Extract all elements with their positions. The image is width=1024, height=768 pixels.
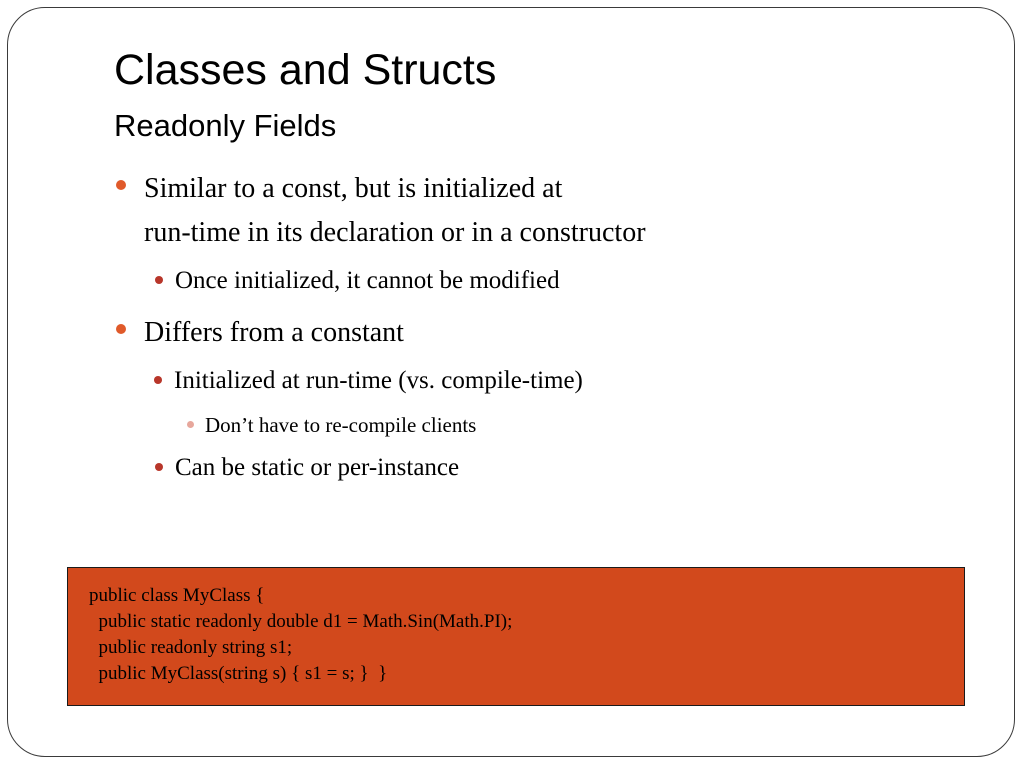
bullet-dot-icon — [155, 463, 163, 471]
sub-bullet-item — [175, 451, 459, 485]
sub-bullet-item — [174, 364, 583, 398]
sub-bullet-item — [175, 264, 560, 298]
code-line: public static readonly double d1 = Math.Sin(Math.PI); — [89, 611, 513, 632]
bullet-text: Similar to a const, but is initialized at — [144, 173, 563, 204]
bullet-dot-icon — [116, 180, 126, 190]
bullet-dot-icon — [154, 376, 162, 384]
bullet-item — [144, 167, 562, 211]
code-line: public MyClass(string s) { s1 = s; } } — [89, 663, 388, 684]
bullet-text: Initialized at run-time (vs. compile-time) — [174, 367, 583, 394]
bullet-text: Once initialized, it cannot be modified — [175, 267, 560, 294]
bullet-text: run-time in its declaration or in a constructor — [144, 217, 646, 248]
sub-sub-bullet-item — [205, 411, 476, 439]
bullet-text: Don’t have to re-compile clients — [205, 413, 477, 437]
bullet-dot-icon — [155, 276, 163, 284]
code-line: public class MyClass { — [89, 585, 265, 606]
bullet-dot-icon — [116, 324, 126, 334]
bullet-text: Differs from a constant — [144, 317, 404, 348]
bullet-item — [144, 311, 404, 355]
code-example-box — [67, 567, 965, 706]
bullet-continuation — [144, 211, 646, 255]
slide-subtitle: Readonly Fields — [114, 108, 337, 143]
bullet-dot-icon — [187, 421, 194, 428]
bullet-text: Can be static or per-instance — [175, 454, 460, 481]
slide-title: Classes and Structs — [114, 46, 497, 94]
code-line: public readonly string s1; — [89, 637, 293, 658]
